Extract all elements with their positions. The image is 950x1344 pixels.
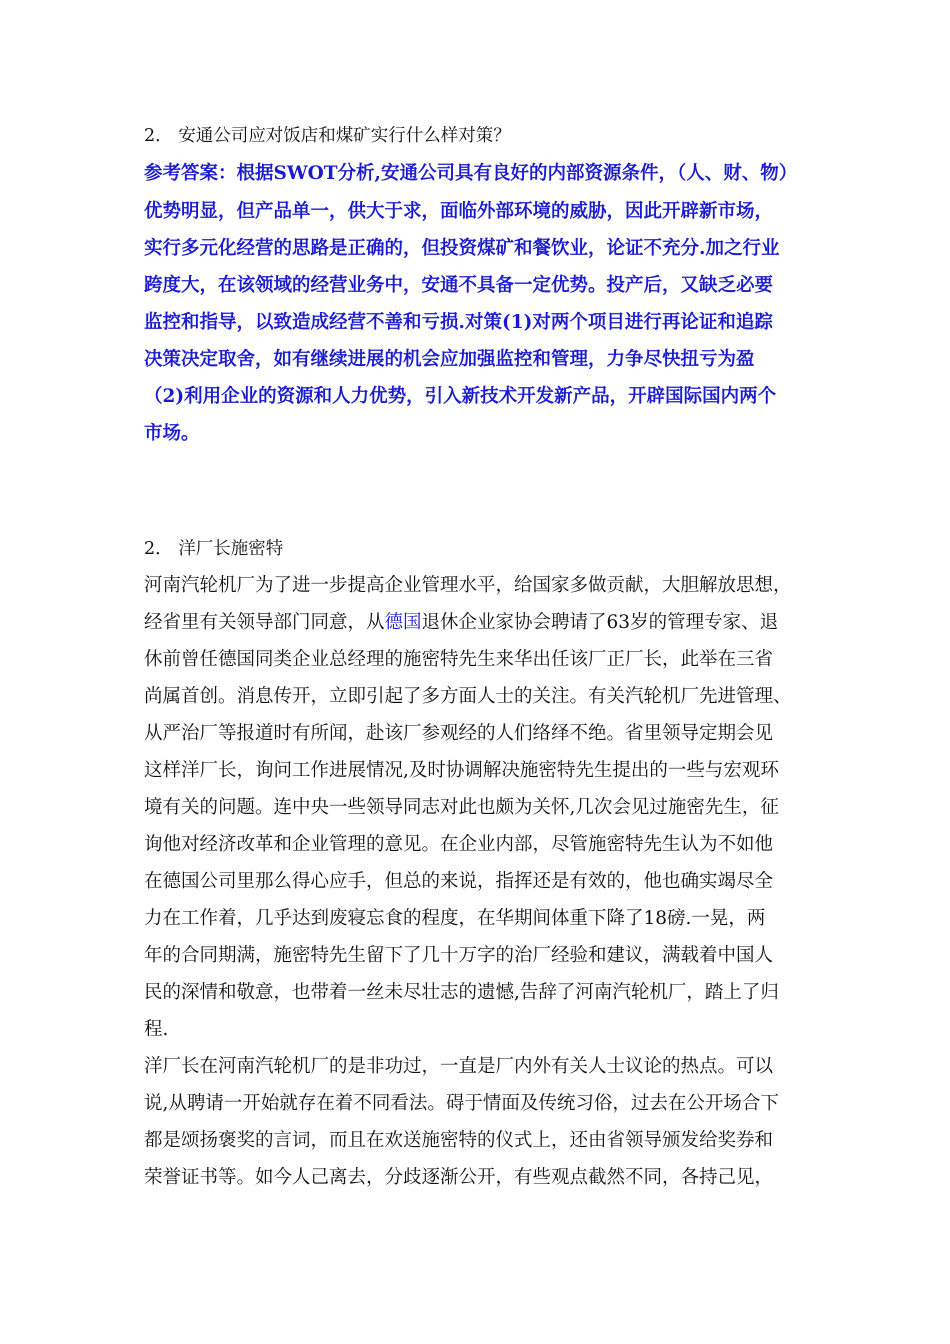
section2-heading: 2． 洋厂长施密特 [144,539,284,559]
answer-line: 决策决定取舍，如有继续进展的机会应加强监控和管理，力争尽快扭亏为盈 [144,349,755,370]
body-line: 河南汽轮机厂为了进一步提高企业管理水平，给国家多做贡献，大胆解放思想， [144,575,792,596]
body-line: 这样洋厂长，询问工作进展情况,及时协调解决施密特先生提出的一些与宏观环 [144,760,779,781]
body-line: 说,从聘请一开始就存在着不同看法。碍于情面及传统习俗，过去在公开场合下 [144,1093,779,1114]
body-line: 程. [144,1019,169,1040]
answer-line: 参考答案：根据SWOT分析,安通公司具有良好的内部资源条件，（人、财、物） [144,163,798,184]
answer-line: 优势明显，但产品单一，供大于求，面临外部环境的威胁，因此开辟新市场， [144,201,774,222]
body-line: 询他对经济改革和企业管理的意见。在企业内部，尽管施密特先生认为不如他 [144,834,774,855]
answer-line: （2)利用企业的资源和人力优势，引入新技术开发新产品，开辟国际国内两个 [144,386,777,407]
body-line: 尚属首创。消息传开，立即引起了多方面人士的关注。有关汽轮机厂先进管理、 [144,686,792,707]
body-line: 年的合同期满，施密特先生留下了几十万字的治厂经验和建议，满载着中国人 [144,945,774,966]
section1-heading: 2． 安通公司应对饭店和煤矿实行什么样对策？ [144,126,511,146]
body-text: 经省里有关领导部门同意，从 [144,612,385,633]
answer-line: 跨度大，在该领域的经营业务中，安通不具备一定优势。投产后，又缺乏必要 [144,275,774,296]
body-line: 荣誉证书等。如今人己离去，分歧逐渐公开，有些观点截然不同，各持己见， [144,1167,774,1188]
body-line [144,611,778,635]
body-line: 洋厂长在河南汽轮机厂的是非功过，一直是厂内外有关人士议论的热点。可以 [144,1056,774,1077]
answer-line: 市场。 [144,423,200,444]
answer-line: 实行多元化经营的思路是正确的，但投资煤矿和餐饮业，论证不充分.加之行业 [144,238,780,259]
body-text: 退休企业家协会聘请了63岁的管理专家、退 [421,612,779,633]
body-line: 都是颂扬褒奖的言词，而且在欢送施密特的仪式上，还由省领导颁发给奖券和 [144,1130,774,1151]
answer-line: 监控和指导，以致造成经营不善和亏损.对策(1)对两个项目进行再论证和追踪 [144,312,773,333]
body-line: 在德国公司里那么得心应手，但总的来说，指挥还是有效的，他也确实竭尽全 [144,871,774,892]
body-line: 境有关的问题。连中央一些领导同志对此也颇为关怀,几次会见过施密先生，征 [144,797,779,818]
body-line: 民的深情和敬意，也带着一丝未尽壮志的遗憾,告辞了河南汽轮机厂，踏上了归 [144,982,779,1003]
germany-link[interactable]: 德国 [384,612,422,633]
body-line: 从严治厂等报道时有所闻，赴该厂参观经的人们络绎不绝。省里领导定期会见 [144,723,774,744]
body-line: 休前曾任德国同类企业总经理的施密特先生来华出任该厂正厂长，此举在三省 [144,649,774,670]
body-line: 力在工作着，几乎达到废寝忘食的程度，在华期间体重下降了18磅.一晃，两 [144,908,766,929]
